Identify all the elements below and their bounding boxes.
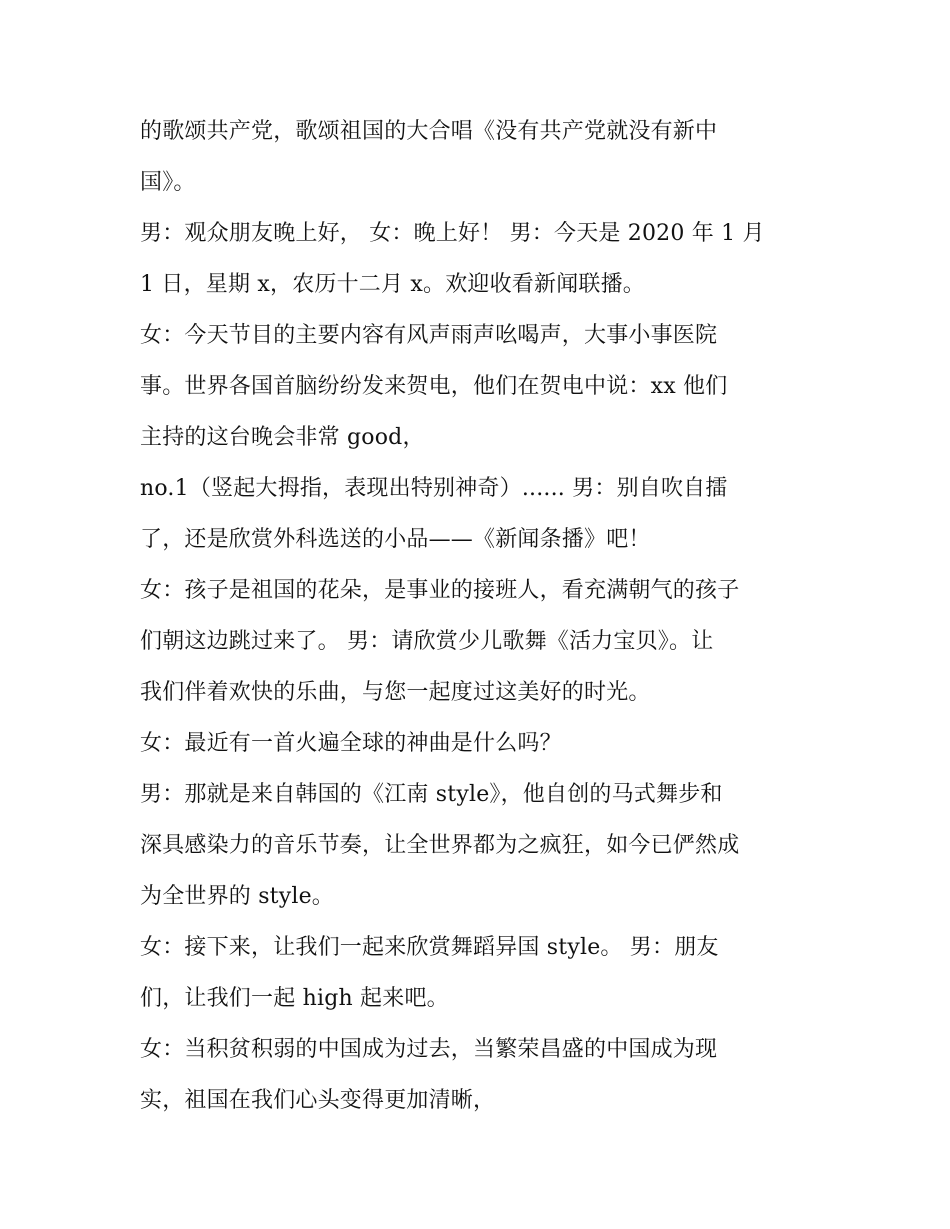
text-line: 了，还是欣赏外科选送的小品——《新闻条播》吧！ [140, 527, 651, 552]
text-line: 女：当积贫积弱的中国成为过去，当繁荣昌盛的中国成为现 [140, 1037, 718, 1062]
text-line: 我们伴着欢快的乐曲，与您一起度过这美好的时光。 [140, 680, 651, 705]
text-line: 女：接下来，让我们一起来欣赏舞蹈异国 style。 男：朋友 [140, 935, 719, 960]
text-line: 深具感染力的音乐节奏，让全世界都为之疯狂，如今已俨然成 [140, 833, 740, 858]
text-line: 女：最近有一首火遍全球的神曲是什么吗？ [140, 731, 562, 756]
text-line: 女：孩子是祖国的花朵，是事业的接班人，看充满朝气的孩子 [140, 578, 740, 603]
text-line: 实，祖国在我们心头变得更加清晰， [140, 1088, 496, 1113]
text-line: 主持的这台晚会非常 good， [140, 425, 425, 450]
text-line: 女：今天节目的主要内容有风声雨声吆喝声，大事小事医院 [140, 323, 718, 348]
text-line: no.1（竖起大拇指，表现出特别神奇）...... 男：别自吹自擂 [140, 476, 728, 501]
text-line: 国》。 [140, 170, 196, 195]
text-line: 男：观众朋友晚上好， 女：晚上好！ 男：今天是 2020 年 1 月 [140, 221, 765, 246]
text-line: 的歌颂共产党，歌颂祖国的大合唱《没有共产党就没有新中 [140, 119, 718, 144]
text-line: 为全世界的 style。 [140, 884, 335, 909]
document-body [140, 106, 830, 1126]
text-line: 1 日，星期 x，农历十二月 x。欢迎收看新闻联播。 [140, 272, 645, 297]
text-line: 们朝这边跳过来了。 男：请欣赏少儿歌舞《活力宝贝》。让 [140, 629, 714, 654]
text-line: 男：那就是来自韩国的《江南 style》，他自创的马式舞步和 [140, 782, 723, 807]
text-line: 事。世界各国首脑纷纷发来贺电，他们在贺电中说：xx 他们 [140, 374, 728, 399]
text-line: 们，让我们一起 high 起来吧。 [140, 986, 449, 1011]
